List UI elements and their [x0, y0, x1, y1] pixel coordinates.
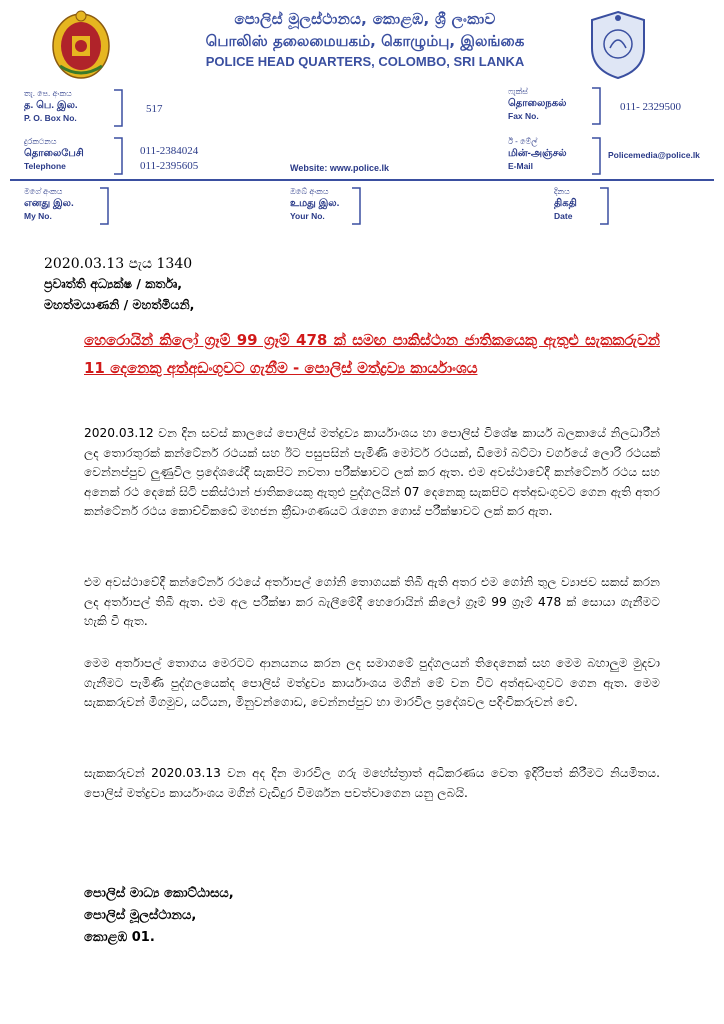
- signature-line-2: පොලිස් මූලස්ථානය,: [84, 908, 197, 923]
- telephone-value-1: 011-2384024: [140, 145, 199, 157]
- bracket-icon: [98, 186, 112, 226]
- paragraph-3: මෙම අර්තාපල් තොගය මෙරටට ආනයනය කරන ලද සමාගමේ පුද්ගලයන් තිදෙනෙක් සහ මෙම බහාලුම මුදවා ගැනීමට පැමිණි පුද්ගලයෙක්ද පොලිස් මත්ද්‍රව්‍ය කාර්යාංශය මගින් මේ වන විට අත්අඩංගුවට ගෙන ඇත. මෙම සැකකරුවන් මීගමුව, යටියන, මිනුවන්ගොඩ, වෙන්නප්පුව හා මාරවිල ප්‍රදේශවල පදිංචිකරුවන් වේ.: [84, 656, 660, 709]
- website-link[interactable]: Website: www.police.lk: [290, 163, 390, 173]
- my-no-label: මගේ අංකය எனது இல. My No.: [24, 187, 74, 221]
- org-name-english: POLICE HEAD QUARTERS, COLOMBO, SRI LANKA: [205, 54, 525, 69]
- police-emblem-icon: [584, 8, 652, 80]
- letterhead: [0, 0, 724, 245]
- telephone-label: දුරකථනය தொலைபேசி Telephone: [24, 137, 84, 171]
- date-label: දිනය திகதி Date: [554, 187, 577, 221]
- release-datetime: 2020.03.13 පැය 1340: [44, 256, 193, 272]
- paragraph-1: 2020.03.12 වන දින සවස් කාලයේ පොලිස් මත්ද්‍රව්‍ය කාර්යාංශය හා පොලිස් විශේෂ කාර්ය බලකායේ නිලධාරීන් ලද තොරතුරක් කන්ටේනර් රථයක් සහ ඊට පසුපසින් පැමිණි මෝටර් රථයක්, ඩීමෝ බට්ටා වර්ගයේ ලොරි රථයක් වෙන්නප්පුව ලුණුවිල ප්‍රදේශයේදී සැකපිට නවතා පරීක්ෂාවට ලක් කර ඇත. එම අවස්ථාවේදී කන්ටේනර් රථය සහ අනෙක් රථ දෙකේ සිටි පකිස්ථාන් ජාතිකයෙකු ඇතුළු පුද්ගලයින් 07 දෙනෙකු සැකපිට අත්අඩංගුවට ගෙන ඇති අතර කන්ටේනර් රථය කොච්චිකඩේ මහජන ක්‍රීඩාංගණයට රැගෙන ගොස් පරීක්ෂාවට ලක් කර ඇත.: [84, 426, 660, 518]
- bracket-icon: [590, 86, 604, 126]
- signature-line-3: කොළඹ 01.: [84, 930, 155, 945]
- bracket-icon: [112, 136, 126, 176]
- salutation: මහත්මයාණනි / මහත්මියනි,: [44, 297, 195, 312]
- telephone-value-2: 011-2395605: [140, 160, 199, 172]
- bracket-icon: [590, 136, 604, 176]
- recipient-line: ප්‍රවෘත්ති අධ්‍යක්ෂ / කර්තෘ,: [44, 276, 182, 291]
- divider: [10, 179, 714, 181]
- bracket-icon: [112, 88, 126, 128]
- headline: හෙරොයින් කිලෝ ග්‍රෑම් 99 ග්‍රෑම් 478 ක් සමඟ පාකිස්ථාන ජාතිකයෙකු ඇතුළු සැකකරුවන් 11 දෙනෙකු අත්අඩංගුවට ගැනීම - පොලිස් මත්ද්‍රව්‍ය කාර්යාංශය: [84, 331, 660, 377]
- signature-line-1: පොලිස් මාධ්‍ය කොට්ඨාසය,: [84, 886, 234, 901]
- email-label: ඊ - මේල් மின்-அஞ்சல் E-Mail: [508, 137, 567, 171]
- fax-label: ෆැක්ස් தொலைநகல் Fax No.: [508, 87, 567, 121]
- email-link[interactable]: Policemedia@police.lk: [608, 150, 700, 160]
- bracket-icon: [350, 186, 364, 226]
- paragraph-4: සැකකරුවන් 2020.03.13 වන අද දින මාරවිල ගරු මහේස්ත්‍රාත් අධිකරණය වෙත ඉදිරිපත් කිරීමට නියමිතය. පොලිස් මත්ද්‍රව්‍ය කාර්යාංශය මගින් වැඩිදුර විමර්ශන පවත්වාගෙන යනු ලබයි.: [84, 766, 660, 800]
- pobox-label: තැ. පෙ. අංකය த. பெ. இல. P. O. Box No.: [24, 89, 78, 123]
- paragraph-2: එම අවස්ථාවේදී කන්ටේනර් රථයේ අර්තාපල් ගෝනි තොගයක් තිබී ඇති අතර එම ගෝනි තුල ව්‍යාජව සකස් කරන ලද අර්තාපල් තිබී ඇත. එම අල පරීක්ෂා කර බැලීමේදී හෙරොයින් කිලෝ ග්‍රෑම් 99 ග්‍රෑම් 478 ක් සොයා ගැනීමට හැකි වී ඇත.: [84, 575, 660, 628]
- sri-lanka-emblem-icon: [50, 8, 112, 80]
- pobox-value: 517: [146, 103, 163, 115]
- org-name-sinhala: පොලිස් මූලස්ථානය, කොළඹ, ශ්‍රී ලංකාව: [234, 10, 496, 28]
- your-no-label: ඔබේ අංකය உமது இல. Your No.: [290, 187, 340, 221]
- org-name-tamil: பொலிஸ் தலைமையகம், கொழும்பு, இலங்கை: [205, 32, 525, 50]
- bracket-icon: [598, 186, 612, 226]
- fax-value: 011- 2329500: [620, 101, 682, 113]
